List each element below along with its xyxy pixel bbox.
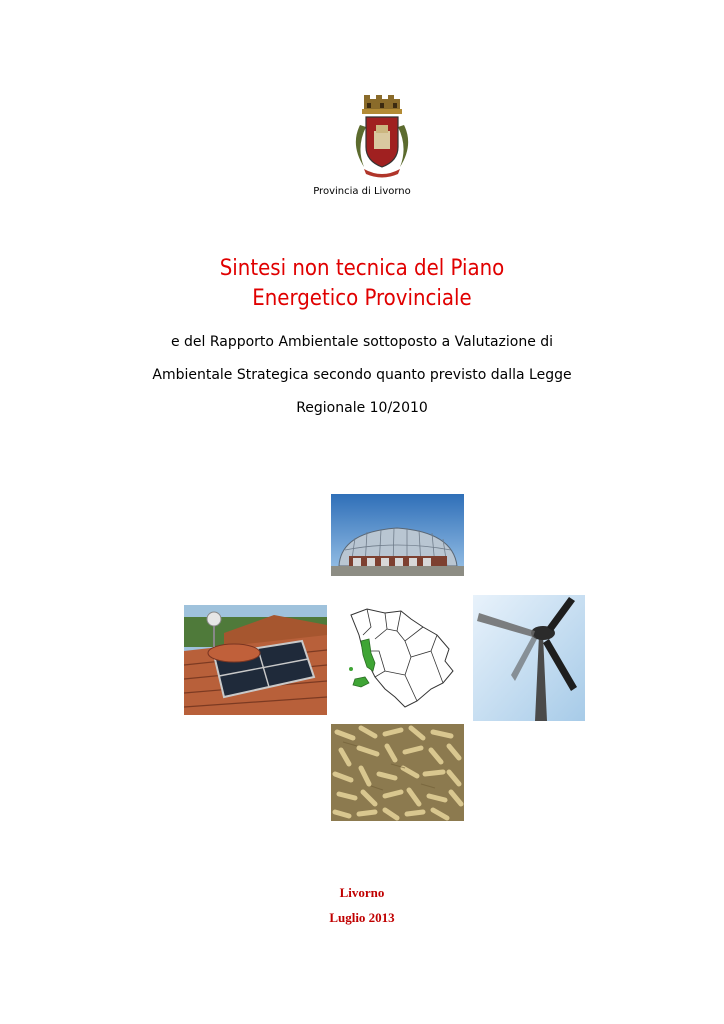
document-title: [0, 254, 724, 314]
wood-pellets-photo-icon: [331, 724, 464, 821]
footer-date: Luglio 2013: [329, 910, 395, 925]
footer-city: Livorno: [339, 885, 385, 900]
title-line-1: Sintesi non tecnica del Piano: [219, 256, 505, 281]
solar-panel-photo-icon: [184, 605, 327, 715]
building-photo-icon: [331, 494, 464, 576]
organization-name: Provincia di Livorno: [313, 186, 411, 197]
wind-turbine-photo-icon: [473, 595, 585, 721]
coat-of-arms-icon: [346, 95, 418, 180]
subtitle-line-3: Regionale 10/2010: [296, 400, 428, 416]
title-line-2: Energetico Provinciale: [252, 286, 472, 311]
subtitle-line-2: Ambientale Strategica secondo quanto previsto dalla Legge: [152, 367, 572, 383]
subtitle-line-1: e del Rapporto Ambientale sottoposto a Valutazione di: [170, 334, 554, 350]
document-subtitle: [0, 326, 724, 425]
tuscany-map-icon: [345, 605, 458, 712]
